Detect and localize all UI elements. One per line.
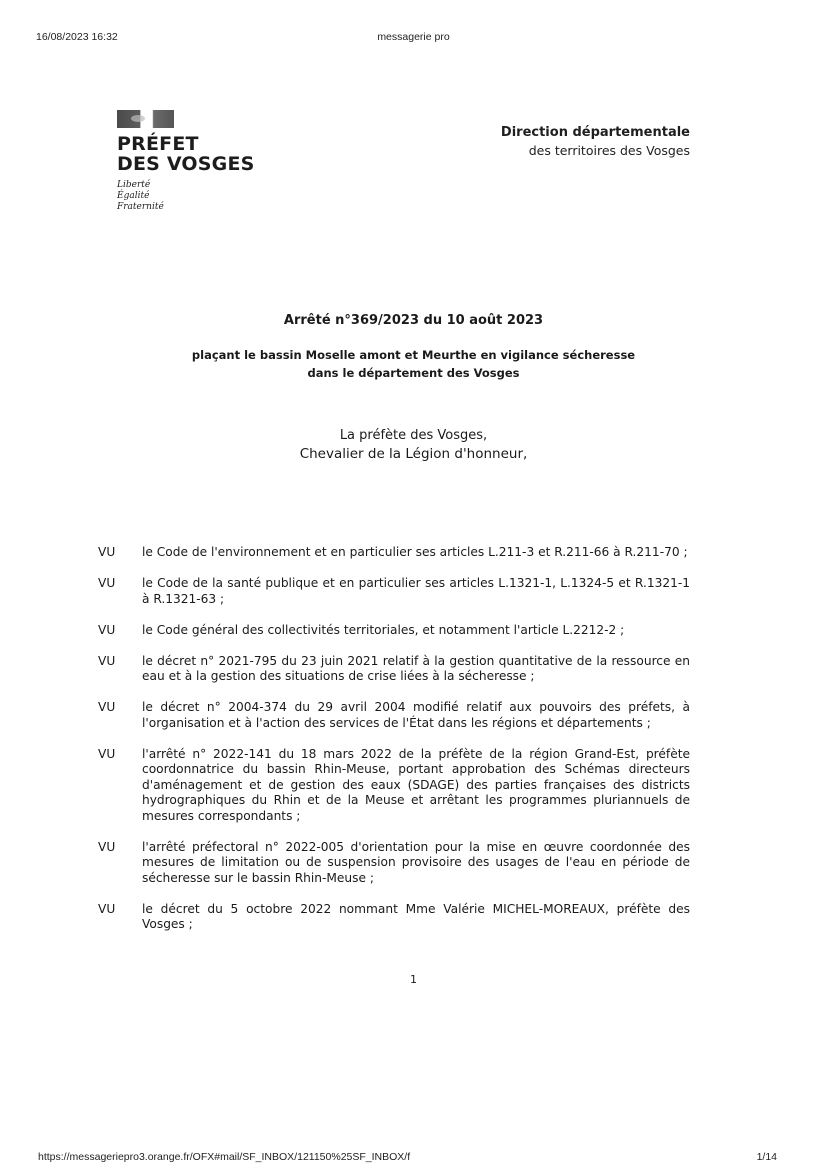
- decree-title: Arrêté n°369/2023 du 10 août 2023: [283, 313, 544, 328]
- visa-list: [98, 545, 690, 948]
- logo-title: [117, 134, 255, 174]
- logo-line-1: PRÉFET: [117, 133, 199, 155]
- logo-line-2: DES VOSGES: [117, 153, 255, 175]
- authority-line-2: Chevalier de la Légion d'honneur,: [299, 446, 528, 462]
- subtitle-line-2: dans le département des Vosges: [307, 366, 520, 380]
- print-url: https://messageriepro3.orange.fr/OFX#mail/SF_INBOX/121150%25SF_INBOX/f: [38, 1151, 411, 1163]
- print-datetime: 16/08/2023 16:32: [36, 31, 118, 43]
- visa-label: VU: [98, 653, 116, 668]
- visa-text: le Code général des collectivités territoriales, et notamment l'article L.2212-2 ;: [142, 622, 625, 637]
- visa-label: VU: [98, 622, 116, 637]
- service-line-2: des territoires des Vosges: [528, 143, 690, 158]
- marianne-flag-icon: [117, 110, 174, 128]
- visa-item: [98, 840, 690, 887]
- print-header: [0, 31, 827, 45]
- decree-subtitle: [0, 346, 827, 382]
- print-page-count: 1/14: [756, 1151, 777, 1163]
- visa-text: le Code de la santé publique et en particulier ses articles L.1321-1, L.1324-5 et R.1321-1 à R.1321-63 ;: [142, 576, 690, 606]
- visa-label: VU: [98, 746, 116, 761]
- service-line-1: Direction départementale: [500, 125, 690, 140]
- page-number: 1: [410, 973, 417, 986]
- visa-text: le décret n° 2021-795 du 23 juin 2021 relatif à la gestion quantitative de la ressource en eau et à la gestion des situations de crise liées à la sécheresse ;: [142, 653, 690, 683]
- visa-item: [98, 700, 690, 731]
- prefecture-logo: [117, 110, 255, 213]
- visa-item: [98, 576, 690, 607]
- visa-label: VU: [98, 700, 116, 714]
- visa-label: VU: [98, 901, 116, 916]
- motto-egalite: Égalité: [117, 191, 150, 201]
- visa-text: le décret n° 2004-374 du 29 avril 2004 modifié relatif aux pouvoirs des préfets, à l'organisation et à l'action des services de l'État dans les régions et départements ;: [142, 700, 690, 730]
- visa-item: [98, 545, 690, 561]
- republic-motto: [117, 180, 255, 213]
- motto-fraternite: Fraternité: [117, 202, 164, 212]
- issuing-authority: [0, 427, 827, 463]
- visa-text: l'arrêté n° 2022-141 du 18 mars 2022 de la préfète de la région Grand-Est, préfète coordonnatrice du bassin Rhin-Meuse, portant approbation des Schémas directeurs d'aménagement et de gestion des eaux (SDAGE) des parties françaises des districts hydrographiques du Rhin et de la Meuse et arrêtant les programmes pluriannuels de mesures correspondants ;: [142, 746, 690, 823]
- print-footer: [0, 1151, 827, 1165]
- authority-line-1: La préfète des Vosges,: [339, 428, 488, 443]
- motto-liberte: Liberté: [117, 180, 151, 190]
- visa-item: [98, 747, 690, 825]
- print-title: messagerie pro: [377, 31, 450, 43]
- visa-text: le décret du 5 octobre 2022 nommant Mme Valérie MICHEL-MOREAUX, préfète des Vosges ;: [142, 901, 690, 931]
- visa-label: VU: [98, 545, 116, 559]
- visa-label: VU: [98, 839, 116, 854]
- visa-label: VU: [98, 576, 116, 590]
- subtitle-line-1: plaçant le bassin Moselle amont et Meurthe en vigilance sécheresse: [191, 348, 636, 362]
- visa-item: [98, 623, 690, 639]
- visa-item: [98, 902, 690, 933]
- issuing-service: [501, 124, 690, 160]
- visa-item: [98, 654, 690, 685]
- visa-text: le Code de l'environnement et en particulier ses articles L.211-3 et R.211-66 à R.211-70 ;: [142, 545, 688, 559]
- visa-text: l'arrêté préfectoral n° 2022-005 d'orientation pour la mise en œuvre coordonnée des mesures de limitation ou de suspension provisoire des usages de l'eau en période de sécheresse sur le bassin Rhin-Meuse ;: [142, 839, 690, 885]
